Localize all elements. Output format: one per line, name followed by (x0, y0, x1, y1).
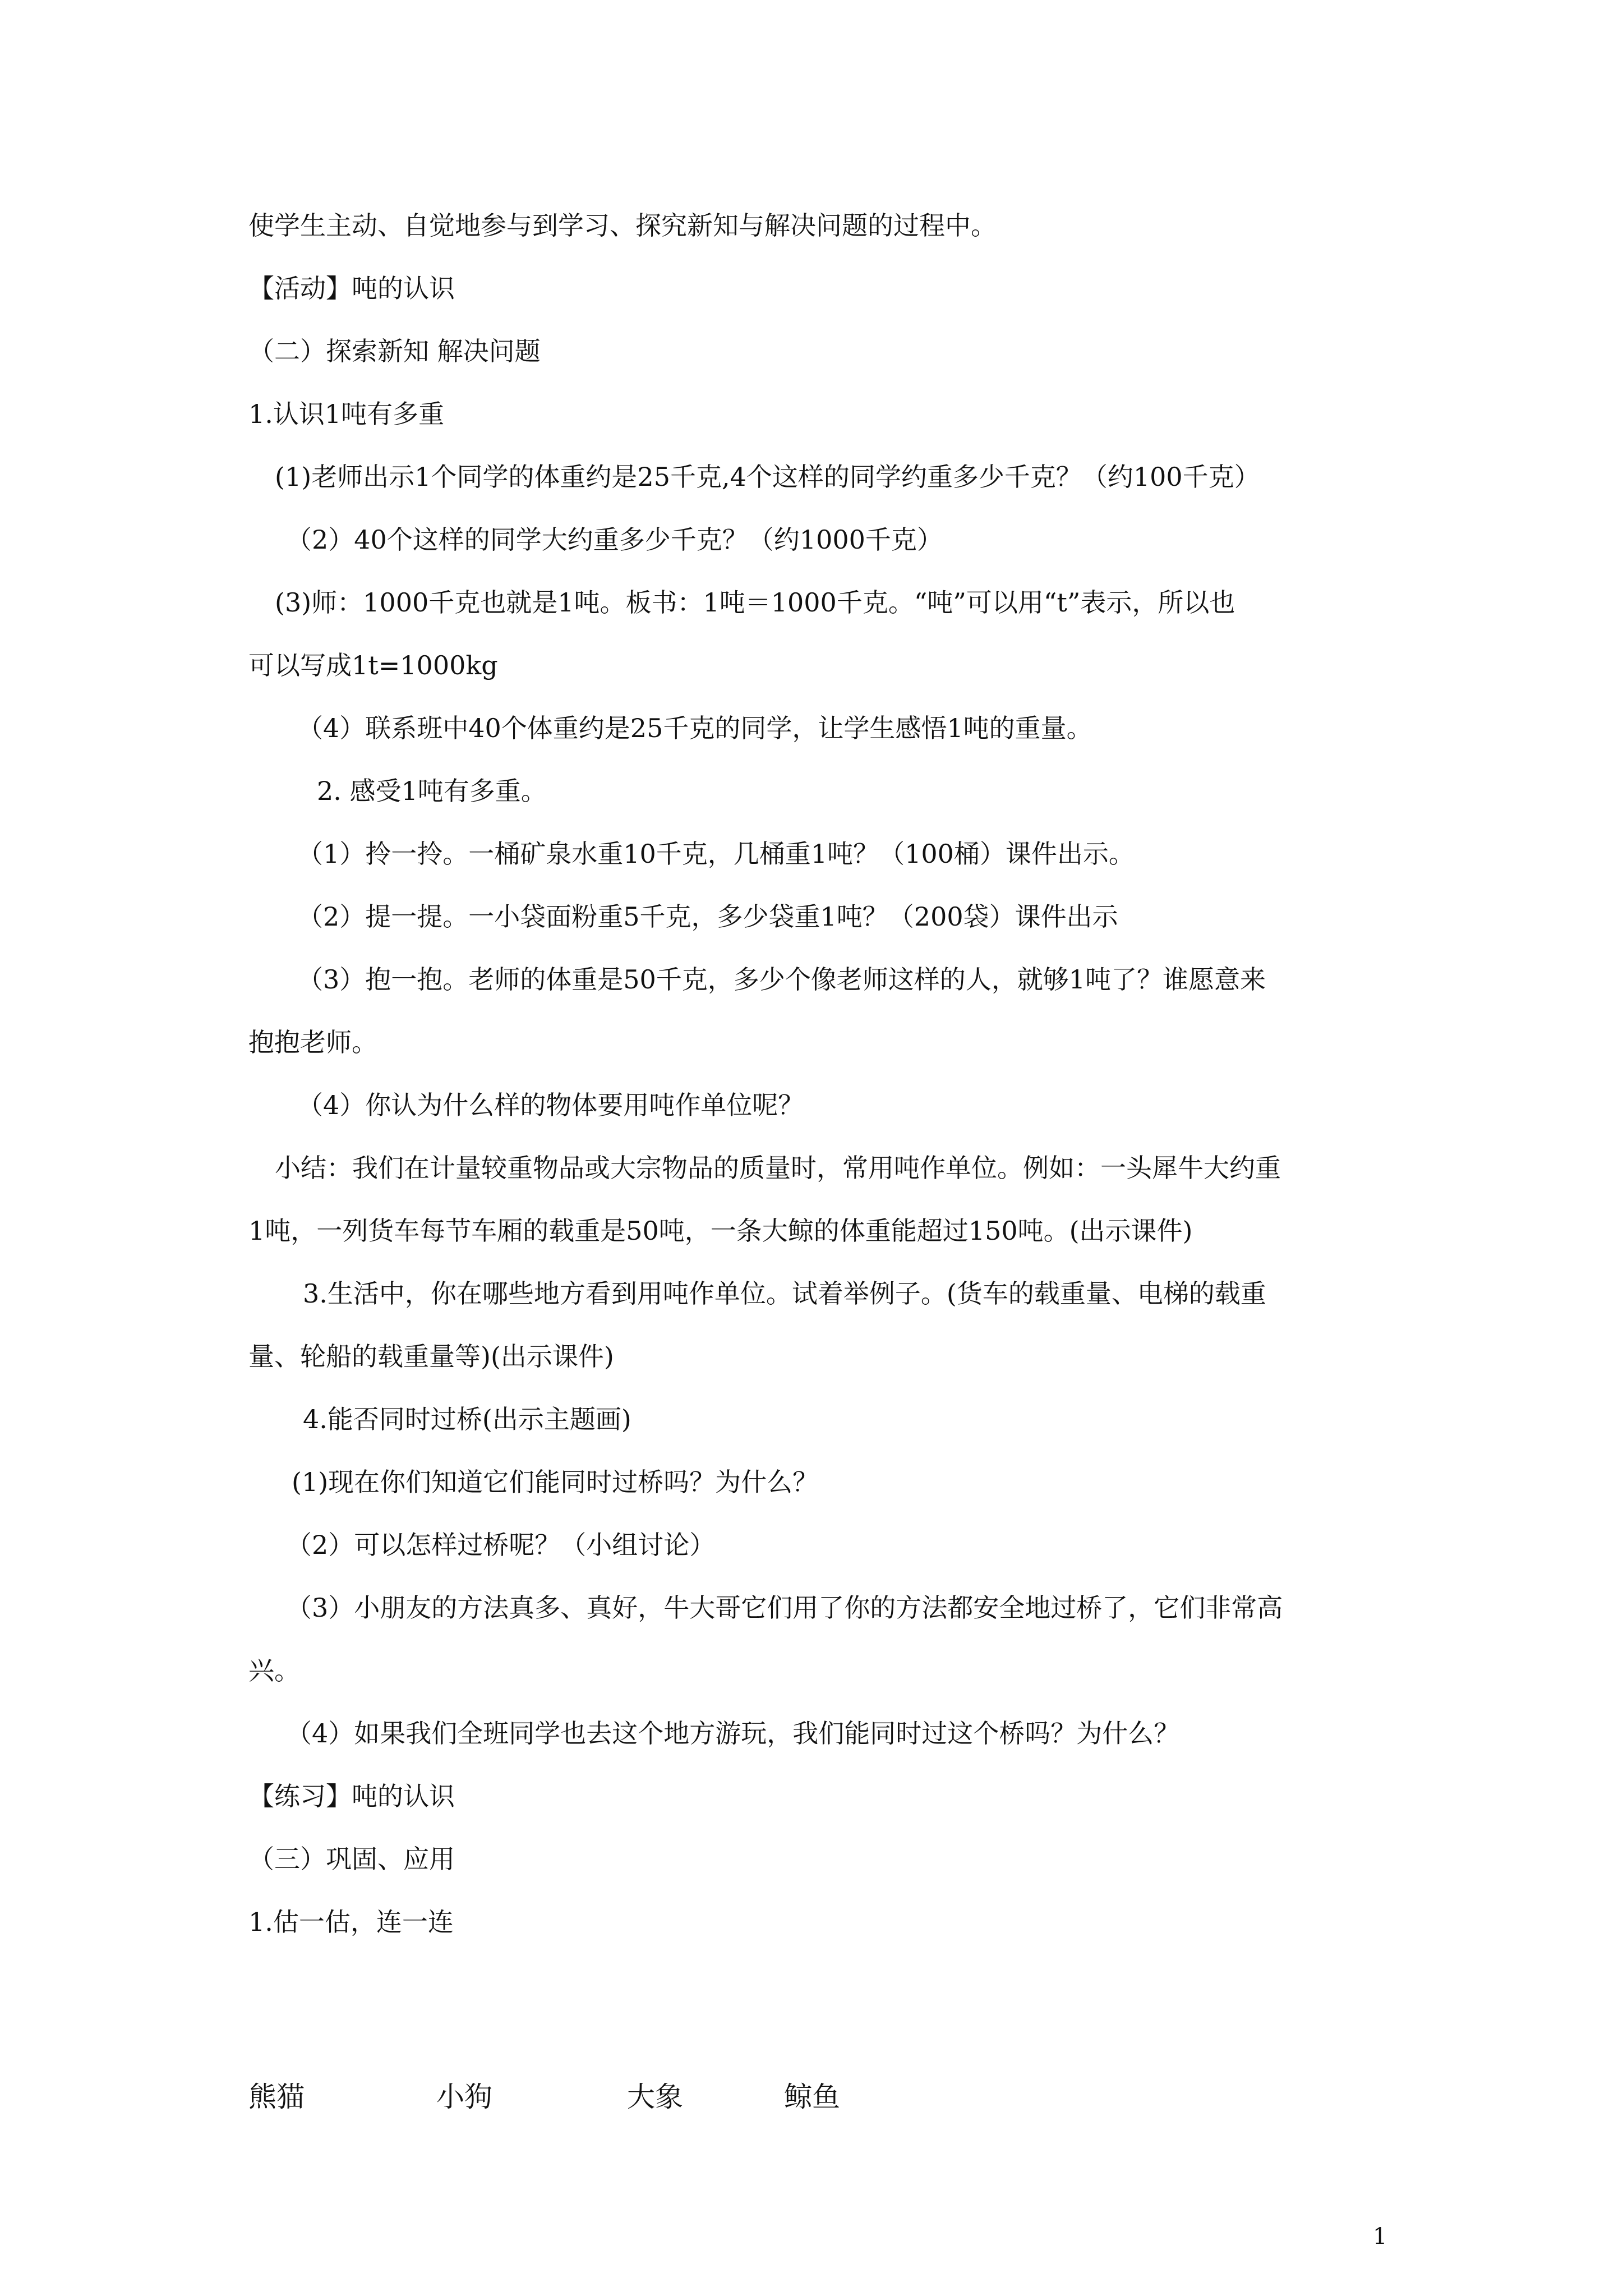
text-line: 兴。 (248, 1655, 300, 1686)
section-heading-practice: 【练习】吨的认识 (248, 1781, 455, 1811)
subsection-heading: （二）探索新知 解决问题 (248, 336, 541, 366)
animal-label-dog: 小狗 (436, 2081, 492, 2113)
text-line: (1)老师出示1个同学的体重约是25千克,4个这样的同学约重多少千克？（约100千克） (275, 462, 1260, 492)
page-number: 1 (1373, 2224, 1387, 2249)
section-heading-activity: 【活动】吨的认识 (248, 273, 455, 303)
animal-label-panda: 熊猫 (248, 2081, 305, 2113)
text-line: （4）联系班中40个体重约是25千克的同学，让学生感悟1吨的重量。 (297, 713, 1092, 743)
text-line: 量、轮船的载重量等)(出示课件) (248, 1341, 614, 1372)
text-line: 可以写成1t=1000kg (248, 650, 498, 680)
text-line: 抱抱老师。 (248, 1027, 377, 1057)
text-line: （2）40个这样的同学大约重多少千克？（约1000千克） (286, 524, 943, 555)
text-line: （3）抱一抱。老师的体重是50千克，多少个像老师这样的人，就够1吨了？谁愿意来 (297, 964, 1266, 995)
subsection-heading: （三）巩固、应用 (248, 1844, 455, 1874)
text-line: (1)现在你们知道它们能同时过桥吗？为什么？ (292, 1467, 819, 1497)
text-line: （4）如果我们全班同学也去这个地方游玩，我们能同时过这个桥吗？为什么？ (286, 1718, 1180, 1749)
text-line: 3.生活中，你在哪些地方看到用吨作单位。试着举例子。(货车的载重量、电梯的载重 (303, 1278, 1266, 1309)
text-line: （4）你认为什么样的物体要用吨作单位呢？ (297, 1090, 804, 1120)
text-line: （3）小朋友的方法真多、真好，牛大哥它们用了你的方法都安全地过桥了，它们非常高 (286, 1593, 1283, 1623)
text-line: 2. 感受1吨有多重。 (317, 776, 547, 806)
text-line: （2）可以怎样过桥呢？（小组讨论） (286, 1530, 716, 1560)
text-line: （2）提一提。一小袋面粉重5千克，多少袋重1吨？（200袋）课件出示 (297, 901, 1118, 932)
text-line: 4.能否同时过桥(出示主题画) (303, 1404, 631, 1434)
text-line: 小结：我们在计量较重物品或大宗物品的质量时，常用吨作单位。例如：一头犀牛大约重 (275, 1153, 1281, 1183)
text-line: 使学生主动、自觉地参与到学习、探究新知与解决问题的过程中。 (248, 210, 997, 241)
text-line: （1）拎一拎。一桶矿泉水重10千克，几桶重1吨？（100桶）课件出示。 (297, 839, 1135, 869)
text-line: (3)师：1000千克也就是1吨。板书：1吨＝1000千克。“吨”可以用“t”表示，所以也 (275, 587, 1235, 618)
animal-label-whale: 鲸鱼 (784, 2081, 840, 2113)
text-line: 1吨，一列货车每节车厢的载重是50吨，一条大鲸的体重能超过150吨。(出示课件) (248, 1216, 1193, 1246)
animal-label-elephant: 大象 (627, 2081, 683, 2113)
text-line: 1.估一估，连一连 (248, 1907, 454, 1937)
text-line: 1.认识1吨有多重 (248, 399, 445, 429)
